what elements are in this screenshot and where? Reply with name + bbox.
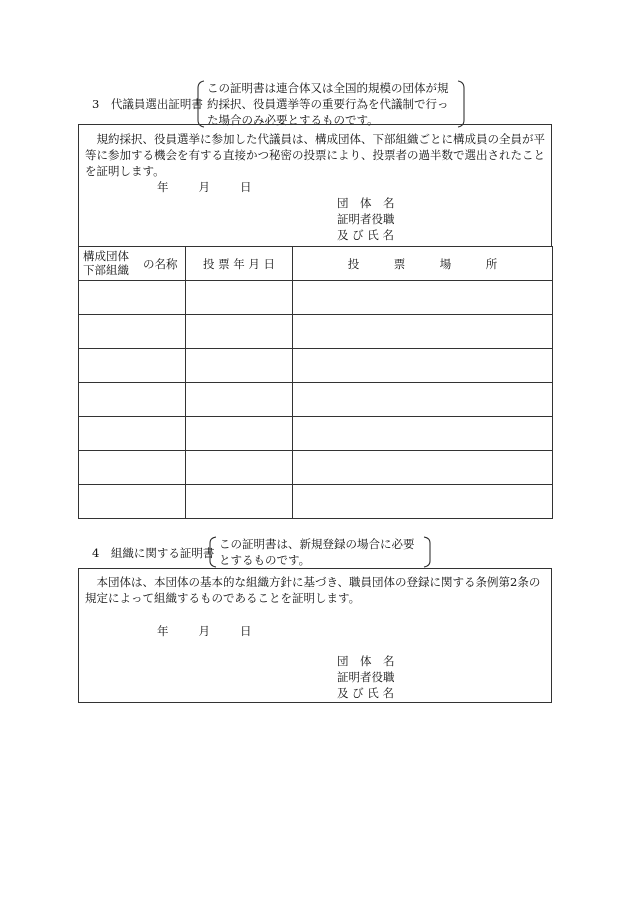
table-cell-date[interactable] [186, 349, 293, 383]
signature-title-label: 証明者役職 [337, 670, 395, 684]
table-cell-place[interactable] [293, 451, 553, 485]
table-cell-place[interactable] [293, 383, 553, 417]
section4-note-left-paren [208, 536, 218, 568]
table-header-org-suffix: の名称 [143, 257, 178, 271]
signature-org-name-label: 団 体 名 [337, 196, 395, 210]
table-header-vote-place: 投 票 場 所 [293, 247, 553, 281]
section4-note [219, 536, 415, 568]
table-cell-place[interactable] [293, 417, 553, 451]
table-cell-place[interactable] [293, 315, 553, 349]
signature-name-label: 及 び 氏 名 [337, 686, 394, 700]
section3-date-year: 年 [157, 180, 169, 194]
table-cell-place[interactable] [293, 281, 553, 315]
section3-note-right-paren [456, 80, 466, 128]
section3-body-line: 規約採択、役員選挙に参加した代議員は、構成団体、下部組織ごとに構成員の全員が平 [85, 132, 545, 146]
table-header-vote-date: 投 票 年 月 日 [186, 247, 293, 281]
table-row [79, 417, 553, 451]
section4-date-month: 月 [198, 624, 210, 638]
section4-certificate-box [78, 568, 552, 703]
table-cell-org[interactable] [79, 417, 186, 451]
signature-title-label: 証明者役職 [337, 212, 395, 226]
table-row [79, 383, 553, 417]
delegate-table [78, 246, 553, 519]
section3-note-line: た場合のみ必要とするものです。 [207, 113, 379, 127]
section3-body-line: を証明します。 [85, 164, 165, 178]
table-cell-org[interactable] [79, 349, 186, 383]
table-row [79, 451, 553, 485]
table-cell-org[interactable] [79, 485, 186, 519]
section4-date [157, 623, 252, 639]
table-cell-date[interactable] [186, 417, 293, 451]
table-cell-date[interactable] [186, 451, 293, 485]
section4-date-day: 日 [240, 624, 252, 638]
table-header-org-line1: 構成団体 [83, 249, 129, 263]
table-cell-org[interactable] [79, 383, 186, 417]
table-cell-date[interactable] [186, 485, 293, 519]
section4-note-right-paren [422, 536, 432, 568]
section4-body [85, 574, 551, 606]
table-cell-place[interactable] [293, 485, 553, 519]
section4-signature [337, 653, 395, 701]
section4-body-line: 規定によって組織するものであることを証明します。 [85, 591, 361, 605]
section3-signature [337, 195, 395, 243]
table-row [79, 485, 553, 519]
section3-certificate-box [78, 124, 552, 246]
table-cell-place[interactable] [293, 349, 553, 383]
table-row [79, 349, 553, 383]
section3-date-month: 月 [198, 180, 210, 194]
section4-heading: 4 組織に関する証明書 [92, 546, 215, 560]
section3-note-line: 約採択、役員選挙等の重要行為を代議制で行っ [207, 97, 449, 111]
delegate-table-header-row [79, 247, 553, 281]
table-header-org-line2: 下部組織 [83, 263, 129, 277]
section4-note-line: この証明書は、新規登録の場合に必要 [219, 537, 415, 551]
section4-note-line: とするものです。 [219, 553, 311, 567]
table-cell-date[interactable] [186, 315, 293, 349]
table-row [79, 281, 553, 315]
signature-name-label: 及 び 氏 名 [337, 228, 394, 242]
section3-heading: 3 代議員選出証明書 [92, 97, 203, 111]
section3-note-line: この証明書は連合体又は全国的規模の団体が規 [207, 81, 449, 95]
section3-body [85, 131, 551, 179]
table-cell-org[interactable] [79, 451, 186, 485]
section4-body-line: 本団体は、本団体の基本的な組織方針に基づき、職員団体の登録に関する条例第2条の [85, 575, 541, 589]
section3-date-day: 日 [240, 180, 252, 194]
table-header-organization [79, 247, 186, 281]
table-cell-org[interactable] [79, 281, 186, 315]
section3-note [207, 80, 449, 128]
table-row [79, 315, 553, 349]
table-cell-org[interactable] [79, 315, 186, 349]
table-cell-date[interactable] [186, 281, 293, 315]
table-cell-date[interactable] [186, 383, 293, 417]
signature-org-name-label: 団 体 名 [337, 654, 395, 668]
section3-date [157, 179, 252, 195]
section3-note-left-paren [196, 80, 206, 128]
section4-date-year: 年 [157, 624, 169, 638]
section3-body-line: 等に参加する機会を有する直接かつ秘密の投票により、投票者の過半数で選出されたこと [85, 148, 545, 162]
